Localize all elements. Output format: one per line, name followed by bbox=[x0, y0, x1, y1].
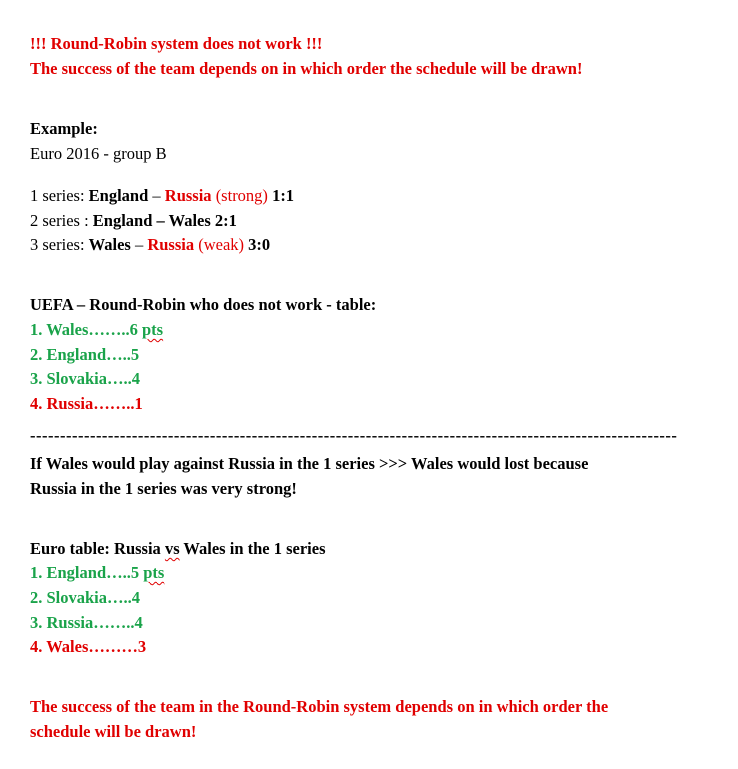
match-score: 1:1 bbox=[272, 186, 295, 205]
euro-table-row bbox=[30, 563, 164, 583]
uefa-table-row: 4. Russia……..1 bbox=[30, 394, 143, 413]
team-name: Russia bbox=[147, 235, 195, 254]
points-unit: pts bbox=[143, 563, 165, 582]
explanation-line: Russia in the 1 series was very strong! bbox=[30, 479, 297, 498]
conclusion-line: The success of the team in the Round-Robin system depends on in which order the bbox=[30, 697, 609, 716]
row-text: 1. England…..5 bbox=[30, 563, 144, 582]
example-context: Euro 2016 - group B bbox=[30, 144, 167, 163]
conclusion-line: schedule will be drawn! bbox=[30, 722, 197, 741]
row-text: 1. Wales……..6 bbox=[30, 320, 142, 339]
uefa-table-row: 3. Slovakia…..4 bbox=[30, 369, 141, 388]
series-1 bbox=[30, 186, 294, 206]
series-prefix: 2 series : bbox=[30, 211, 93, 230]
match-score: 2:1 bbox=[210, 211, 237, 230]
dash: – bbox=[130, 235, 148, 254]
team-name: England bbox=[92, 211, 153, 230]
uefa-table-row bbox=[30, 320, 163, 340]
dash: – bbox=[152, 211, 169, 230]
warning-subline: The success of the team depends on in which order the schedule will be drawn! bbox=[30, 59, 583, 78]
title-part: Wales in the 1 series bbox=[179, 539, 326, 558]
uefa-table-title: UEFA – Round-Robin who does not work - table: bbox=[30, 295, 377, 314]
team-name: Russia bbox=[164, 186, 212, 205]
dash: – bbox=[148, 186, 165, 205]
team-name: Wales bbox=[88, 235, 131, 254]
euro-table-row: 2. Slovakia…..4 bbox=[30, 588, 141, 607]
euro-table-row: 4. Wales………3 bbox=[30, 637, 147, 656]
series-3 bbox=[30, 235, 270, 255]
uefa-table-row: 2. England…..5 bbox=[30, 345, 140, 364]
team-name: England bbox=[88, 186, 149, 205]
team-name: Wales bbox=[168, 211, 211, 230]
series-prefix: 3 series: bbox=[30, 235, 89, 254]
example-label: Example: bbox=[30, 119, 98, 138]
explanation-line: If Wales would play against Russia in the 1 series >>> Wales would lost because bbox=[30, 454, 589, 473]
strength-note: (strong) bbox=[211, 186, 273, 205]
series-prefix: 1 series: bbox=[30, 186, 89, 205]
match-score: 3:0 bbox=[248, 235, 271, 254]
points-unit: pts bbox=[142, 320, 164, 339]
warning-line: !!! Round-Robin system does not work !!! bbox=[30, 34, 323, 53]
dashed-divider: ------------------------------------------------------------------------------------------------------------ bbox=[30, 426, 678, 445]
title-part: Euro table: Russia bbox=[30, 539, 165, 558]
series-2 bbox=[30, 211, 237, 231]
title-vs: vs bbox=[164, 539, 180, 558]
euro-table-row: 3. Russia……..4 bbox=[30, 613, 143, 632]
strength-note: (weak) bbox=[194, 235, 249, 254]
euro-table-title bbox=[30, 539, 326, 559]
